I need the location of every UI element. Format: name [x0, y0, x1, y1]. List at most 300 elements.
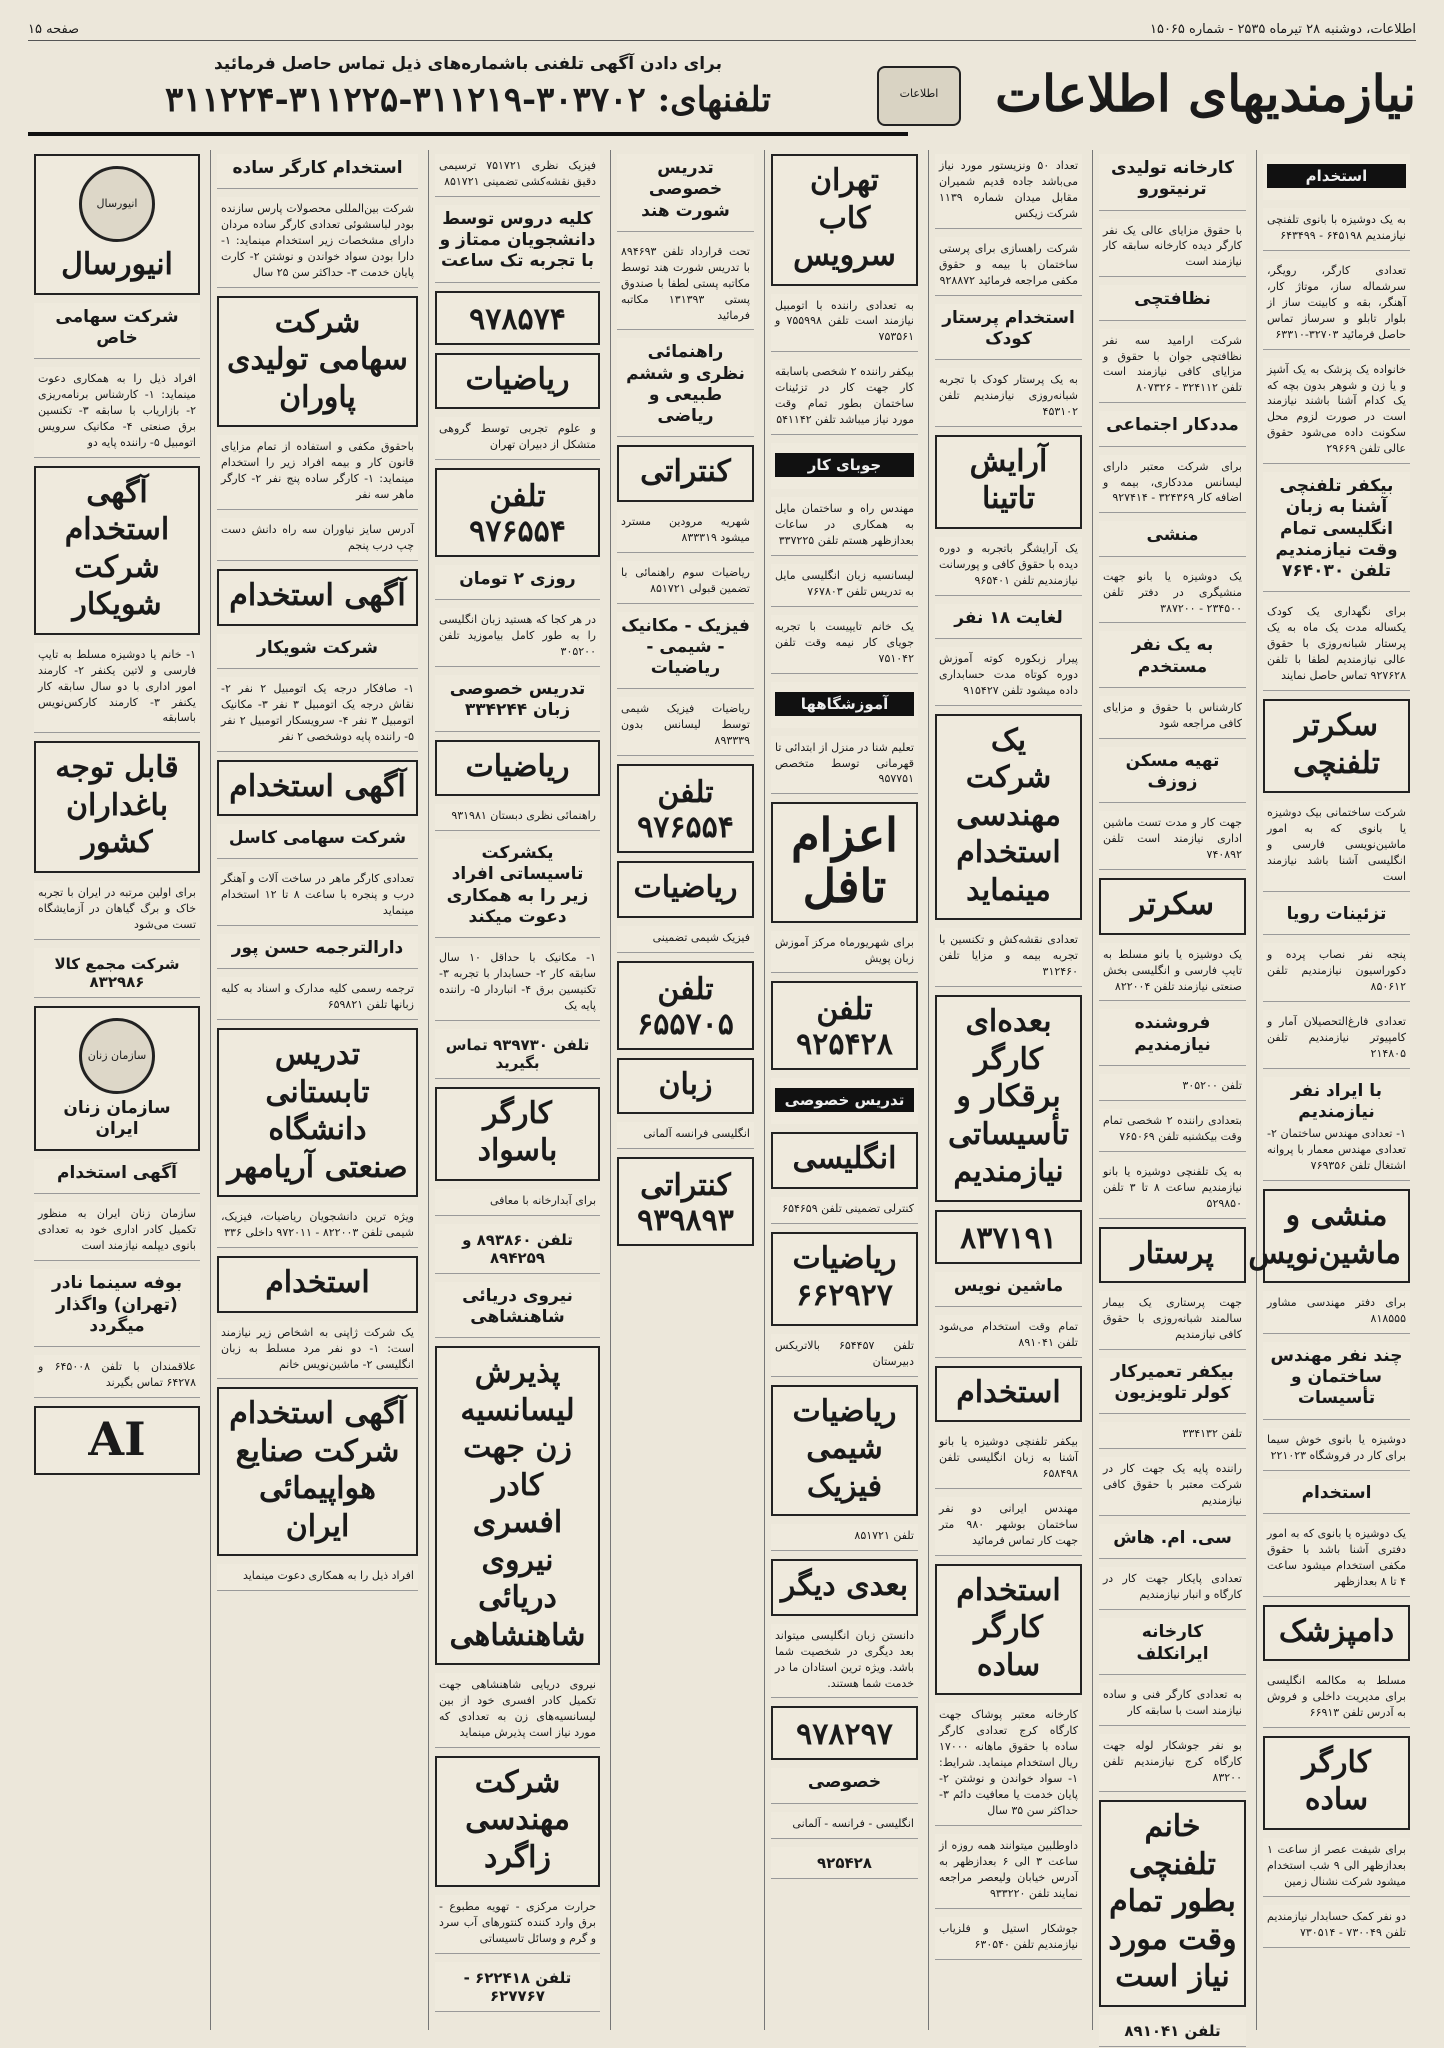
ad-body: آدرس سایز نیاوران سه راه دانش دست چپ درب پنجم — [221, 523, 414, 553]
classified-ad — [34, 303, 200, 360]
classified-ad — [217, 677, 418, 752]
classified-ad — [1099, 1800, 1246, 2007]
ad-body: تعدادی کارگر ماهر در ساخت آلات و آهنگر درب و پنجره با ساعت ۸ تا ۱۲ استخدام مینماید — [221, 872, 414, 918]
classified-ad — [1099, 878, 1246, 935]
classified-ad — [435, 1346, 600, 1665]
classified-ad — [435, 946, 600, 1021]
classified-ad — [1263, 943, 1410, 1002]
ad-body: تعلیم شنا در منزل از ابتدائی تا قهرمانی توسط متخصص ۹۵۷۷۵۱ — [775, 740, 914, 786]
ad-phone: ۸۳۷۱۹۱ — [960, 1220, 1057, 1256]
ad-heading: اعزام تافل — [791, 808, 898, 913]
ad-heading: آگهی استخدام — [57, 1163, 177, 1184]
ad-body: برای شرکت معتبر دارای لیسانس مددکاری، بیمه و اضافه کار ۳۲۴۳۶۹ - ۹۲۷۴۱۴ — [1103, 459, 1242, 505]
classified-ad — [217, 435, 418, 510]
ad-body: در هر کجا که هستید زبان انگلیسی را به طور کامل بیاموزید تلفن ۳۰۵۲۰۰ — [439, 613, 596, 659]
ad-heading: پذیرش لیسانسیه زن جهت کادر افسری نیروی دریائی شاهنشاهی — [449, 1355, 586, 1653]
ad-body: تعدادی فارغ‌التحصیلان آمار و کامپیوتر نیازمندیم تلفن ۲۱۴۸۰۵ — [1267, 1014, 1406, 1060]
ad-heading: بوفه سینما نادر (تهران) واگذار میگردد — [52, 1273, 182, 1336]
ad-phone: تلفن ۹۷۶۵۵۴ — [637, 775, 734, 846]
classified-ad — [217, 977, 418, 1020]
classified-ad — [771, 1385, 918, 1517]
ad-body: ۱- خانم یا دوشیزه مسلط به تایپ فارسی و لاتین یکنفر ۲- کارمند امور اداری با دو سال سابقه کار یکنفر ۳- کارمند کارکس‌نویس باسابقه — [38, 647, 196, 725]
classified-ad — [617, 612, 754, 690]
ad-heading: تدریس خصوصی زبان ۳۳۴۲۴۴ — [449, 679, 586, 721]
classified-ad — [935, 1430, 1082, 1489]
ad-heading: نظافتچی — [1134, 289, 1211, 310]
classified-ad — [771, 736, 918, 795]
classified-ad — [1263, 801, 1410, 892]
ad-heading: استخدام پرستار کودک — [942, 307, 1075, 349]
ad-heading: ریاضیات — [465, 748, 570, 784]
classified-ad — [435, 565, 600, 600]
classified-ad — [435, 1756, 600, 1888]
classified-ad — [617, 1157, 754, 1246]
phone-numbers: تلفنهای: ۳۰۳۷۰۲-۳۱۱۲۱۹-۳۱۱۲۲۵-۳۱۱۲۲۴ — [165, 80, 771, 120]
ad-heading: خصوصی — [807, 1772, 882, 1793]
masthead — [28, 48, 1416, 140]
ad-body: سازمان زنان ایران به منظور تکمیل کادر اداری خود به تعدادی بانوی دیپلمه نیازمند است — [38, 1207, 196, 1253]
classified-ad — [935, 1497, 1082, 1556]
ad-body: یک شرکت ژاپنی به اشخاص زیر نیازمند است: ۱- دو نفر مرد مسلط به زبان انگلیسی ۲- ماشین‌نویس خانم — [221, 1325, 415, 1371]
ad-heading: یکشرکت تاسیساتی افراد زیر را به همکاری دعوت میکند — [446, 843, 589, 927]
classified-ad — [1263, 1342, 1410, 1420]
ad-body: کارخانه معتبر پوشاک جهت کارگاه کرج تعدادی کارگر ساده با حقوق ماهانه ۱۷۰۰۰ ریال استخدام مینماید. شرایط: ۱- سواد خواندن و نوشتن ۲- پایان خدمت یا معافیت دائم ۳- حداکثر سن ۳۵ سال — [939, 1708, 1078, 1817]
ad-heading: استخدام کارگر ساده — [232, 158, 403, 178]
classified-ad — [1099, 411, 1246, 446]
classified-ad — [771, 931, 918, 974]
ad-phone: تلفن ۹۷۶۵۵۴ — [469, 479, 566, 549]
ad-heading: فروشنده نیازمندیم — [1134, 1013, 1211, 1055]
classified-ad — [1263, 154, 1410, 200]
classified-ad — [1263, 208, 1410, 251]
classified-ad — [1099, 285, 1246, 320]
classified-ad — [435, 1224, 600, 1274]
ad-body: به یک تلفنچی دوشیزه یا بانو نیازمندیم ساعت ۸ تا ۳ تلفن ۵۲۹۸۵۰ — [1103, 1164, 1242, 1210]
classified-ad — [935, 1210, 1082, 1264]
ad-heading: شرکت سهامی تولیدی پاوران — [227, 304, 408, 415]
ad-heading: آرایش تاتینا — [969, 443, 1048, 517]
classified-ad — [1263, 1605, 1410, 1662]
classified-ad — [771, 1524, 918, 1551]
ad-heading: کارگر باسواد — [477, 1095, 558, 1169]
classified-ad — [34, 1355, 200, 1398]
classified-ad — [34, 466, 200, 635]
classified-ad — [935, 647, 1082, 706]
ad-heading: ریاضیات — [633, 870, 738, 906]
ad-body: ۱- تعدادی مهندس ساختمان ۲- تعدادی مهندس معمار با پروانه اشتغال تلفن ۷۶۹۳۵۶ — [1267, 1127, 1406, 1173]
classified-ad — [935, 537, 1082, 596]
classified-ad — [771, 497, 918, 556]
ad-heading: شرکت سهامی کاسل — [228, 828, 407, 849]
ad-body: باحقوق مکفی و استفاده از تمام مزایای قانون کار و بیمه افراد زیر را استخدام مینماید: ۱- کارگر ساده پنج نفر ۲- کارگر ماهر سه نفر — [221, 440, 414, 502]
classified-ad — [771, 443, 918, 489]
classified-ad — [435, 1189, 600, 1216]
classified-ad — [771, 615, 918, 674]
ad-body: شرکت بین‌المللی محصولات پارس سازنده بودر لباسشوئی تعدادی کارگر ساده مردان دارای مشخصات زیر استخدام مینماید: ۱- دارا بودن سواد خواندن و نوشتن ۲- کارت پایان خدمت ۳- حداکثر سن ۲۵ سال — [221, 202, 414, 279]
page-header-line — [28, 18, 1416, 41]
classified-ad — [217, 934, 418, 969]
classified-ad — [435, 1282, 600, 1339]
classified-ad — [935, 714, 1082, 921]
classified-ad — [217, 1256, 418, 1313]
ad-heading: استخدام — [956, 1374, 1061, 1410]
classified-ad — [34, 741, 200, 873]
ad-body: جوشکار استیل و فلزیاب نیازمندیم تلفن ۶۳۰۵۴۰ — [939, 1921, 1078, 1951]
ad-heading: آگهی استخدام — [229, 768, 406, 804]
classified-ad — [935, 1703, 1082, 1826]
classified-ad — [1263, 1291, 1410, 1334]
classified-ad — [1263, 1077, 1410, 1181]
section-bar: آموزشگاهها — [775, 692, 914, 716]
ad-body: برای اولین مرتبه در ایران با تجربه خاک و برگ گیاهان در آزمایشگاه تست می‌شود — [38, 885, 196, 931]
classified-ad — [1099, 1358, 1246, 1415]
ad-heading: دامپزشک — [1278, 1613, 1395, 1649]
classified-ad — [1263, 1736, 1410, 1830]
classified-ad — [935, 1366, 1082, 1423]
classified-grid — [28, 150, 1416, 2040]
classified-ad — [935, 1272, 1082, 1307]
newspaper-logo: اطلاعات — [877, 66, 961, 126]
classified-ad — [1099, 521, 1246, 556]
classified-ad — [1099, 1524, 1246, 1559]
classified-ad — [1099, 943, 1246, 1002]
section-title: نیازمندیهای اطلاعات — [995, 64, 1416, 123]
ad-heading: نیروی دریائی شاهنشاهی — [462, 1285, 573, 1327]
ad-body: انگلیسی - فرانسه - آلمانی — [792, 1816, 914, 1830]
classified-ad — [935, 435, 1082, 529]
classified-ad — [1099, 565, 1246, 624]
classified-ad — [935, 604, 1082, 639]
ad-body: انگلیسی فرانسه آلمانی — [643, 1127, 750, 1141]
ad-heading: کارخانه ایرانکلف — [1136, 1622, 1209, 1664]
ad-body: تعدادی پایکار جهت کار در کارگاه و انبار نیازمندیم — [1103, 1572, 1242, 1602]
classified-ad — [771, 1847, 918, 1879]
ad-body: ویژه ترین دانشجویان ریاضیات، فیزیک، شیمی تلفن ۸۲۲۰۰۳ - ۹۷۲۰۱۱ داخلی ۳۳۶ — [221, 1210, 414, 1240]
classified-ad — [1099, 455, 1246, 514]
classified-ad — [435, 353, 600, 410]
ad-heading: با ایراد نفر نیازمندیم — [1290, 1080, 1383, 1122]
issue-info: اطلاعات، دوشنبه ۲۸ تیرماه ۲۵۳۵ - شماره ۱۵۰۶۵ — [1149, 21, 1416, 37]
classified-ad — [1263, 472, 1410, 592]
classified-ad — [1263, 1669, 1410, 1728]
classified-ad — [1099, 1683, 1246, 1726]
classified-ad — [771, 564, 918, 607]
ad-body: جهت کار و مدت تست ماشین اداری نیازمند است تلفن ۷۴۰۸۹۲ — [1103, 816, 1242, 862]
section-bar: استخدام — [1267, 164, 1406, 188]
ad-body: یک دوشیزه یا بانو جهت منشیگری در دفتر تلفن ۲۳۴۵۰۰ - ۳۸۷۲۰۰ — [1103, 569, 1242, 615]
ad-phone: ۹۷۸۲۹۷ — [796, 1717, 893, 1753]
ad-body: لیسانسیه زبان انگلیسی مایل به تدریس تلفن ۷۶۷۸۰۳ — [775, 568, 914, 598]
ad-phone: کنتراتی ۹۳۹۸۹۳ — [637, 1168, 734, 1239]
classified-ad — [771, 1132, 918, 1189]
classified-ad — [435, 1673, 600, 1748]
classified-ad — [435, 740, 600, 797]
ad-heading: تدریس خصوصی شورت هند — [641, 158, 730, 221]
classified-ad — [217, 296, 418, 428]
classified-ad — [435, 839, 600, 938]
ad-body: بیکفر تلفنچی دوشیزه یا بانو آشنا به زبان انگلیسی تلفن ۶۵۸۴۹۸ — [939, 1435, 1078, 1481]
classified-ad — [1263, 699, 1410, 793]
ad-heading: زبان — [658, 1066, 713, 1102]
ad-heading: سازمان زنان ایران — [63, 1097, 171, 1139]
classified-ad — [935, 995, 1082, 1202]
ad-body: برای آبدارخانه با معافی — [489, 1193, 596, 1207]
classified-ad — [1099, 696, 1246, 739]
ad-body: کارشناس با حقوق و مزایای کافی مراجعه شود — [1103, 700, 1242, 730]
ad-body: ریاضیات سوم راهنمائی با تضمین قبولی ۸۵۱۷۲۱ — [621, 565, 750, 595]
ad-body: تلفن ۸۵۱۷۲۱ — [854, 1529, 914, 1543]
ad-body: تعدادی کارگر، رویگر، سرشماله ساز، موتاژ کار، آهنگر، بقه و کابینت ساز از بلوار تابلو و سرساز تماس حاصل فرمائید ۳۲۷۰۳-۶۳۳۱۰ — [1267, 263, 1406, 341]
ad-body: تمام وقت استخدام می‌شود تلفن ۸۹۱۰۴۱ — [939, 1319, 1078, 1349]
ad-heading: چند نفر مهندس ساختمان و تأسیسات — [1270, 1345, 1403, 1409]
ad-body: تلفن ۳۳۴۱۳۲ — [1182, 1427, 1242, 1441]
classified-ad — [34, 1406, 200, 1476]
classified-ad — [771, 682, 918, 728]
classified-ad — [217, 569, 418, 626]
ad-heading: پرستار — [1131, 1235, 1214, 1271]
ad-body: نیروی دریایی شاهنشاهی جهت تکمیل کادر افسری خود از بین لیسانسیه‌های زن به تعدادی که مورد نیاز است پذیرش مینماید — [439, 1678, 596, 1739]
classified-ad — [1263, 259, 1410, 350]
ad-heading: روزی ۲ تومان — [459, 569, 576, 589]
classified-ad — [617, 338, 754, 437]
classified-ad — [217, 197, 418, 288]
classified-ad — [935, 1834, 1082, 1909]
ad-phone: تلفن ۸۹۳۸۶۰ و ۸۹۴۲۵۹ — [462, 1230, 573, 1267]
classified-ad — [1099, 329, 1246, 404]
ad-heading: استخدام — [1301, 1482, 1372, 1503]
ad-body: با حقوق مزایای عالی یک نفر کارگر دیده کارخانه سابقه کار نیازمند است — [1103, 223, 1242, 269]
ad-heading: ماشین نویس — [953, 1275, 1064, 1296]
classified-ad — [34, 1202, 200, 1261]
classified-ad — [935, 154, 1082, 229]
classified-ad — [617, 861, 754, 918]
classified-ad — [34, 367, 200, 458]
classified-ad — [34, 881, 200, 940]
ad-body: افراد ذیل را به همکاری دعوت مینماید: ۱- کارشناس برنامه‌ریزی ۲- بازاریاب با سابقه ۳- تکنسین برق صنعتی ۴- مکانیک سرویس اتومبیل ۵- راننده پایه دو — [38, 372, 196, 449]
ad-heading: آگهی استخدام شرکت شویکار — [64, 474, 170, 623]
ad-body: بتعدادی راننده ۲ شخصی تمام وقت بیکشنبه تلفن ۷۶۵۰۶۹ — [1103, 1113, 1242, 1143]
classified-ad — [1263, 1010, 1410, 1069]
classified-ad — [1099, 1009, 1246, 1066]
contact-line: برای دادن آگهی تلفنی باشماره‌های ذیل تماس حاصل فرمائید — [213, 54, 723, 74]
ad-heading: کنتراتی — [640, 454, 731, 490]
ad-body: ترجمه رسمی کلیه مدارک و اسناد به کلیه زبانها تلفن ۶۵۹۸۲۱ — [221, 982, 414, 1012]
classified-ad — [217, 867, 418, 926]
classified-ad — [217, 634, 418, 669]
ad-heading: فیزیک - مکانیک - شیمی - ریاضیات — [621, 615, 750, 679]
ad-heading: منشی — [1146, 525, 1199, 546]
ad-body: ۱- صافکار درجه یک اتومبیل ۲ نفر ۲- نقاش درجه یک اتومبیل ۳ نفر ۳- مکانیک اتومبیل ۳ نفر ۴- سرویسکار اتومبیل ۲ نفر ۵- راننده پایه دوشخصی ۲ نفر — [221, 681, 414, 743]
classified-ad — [617, 561, 754, 604]
ad-body: کنترلی تضمینی تلفن ۶۵۴۶۵۹ — [782, 1201, 914, 1215]
ad-body: تلفن ۳۰۵۲۰۰ — [1182, 1078, 1242, 1092]
classified-ad — [1263, 358, 1410, 465]
ad-phone: تلفن ۶۲۲۴۱۸ - ۶۲۷۷۶۷ — [463, 1969, 572, 2006]
ad-heading: لغایت ۱۸ نفر — [954, 607, 1063, 628]
classified-ad — [435, 804, 600, 831]
classified-ad — [1099, 1074, 1246, 1101]
ad-body: مهندس راه و ساختمان مایل به همکاری در ساعات بعدازظهر هستم تلفن ۳۳۷۲۲۵ — [775, 502, 914, 547]
ad-body: دانستن زبان انگلیسی میتواند بعد دیگری در شخصیت شما باشد. ویژه ترین استادان ما در خدمت شما هستند. — [775, 1628, 914, 1690]
classified-ad — [617, 445, 754, 502]
column-2 — [1092, 150, 1252, 2040]
ad-body: شهریه مرودین مسترد میشود ۸۳۳۳۱۹ — [621, 514, 750, 544]
ad-body: تحت قرارداد تلفن ۸۹۴۶۹۳ با تدریس شورت هند توسط مکاتبه پستی لطفا با صندوق پستی ۱۳۱۳۹۳ مکاتبه فرمائید — [621, 244, 750, 322]
ad-body: یک خانم تایپیست با تجربه جویای کار نیمه وقت تلفن ۷۵۱۰۴۲ — [775, 619, 914, 665]
ad-heading: استخدام کارگر ساده — [956, 1572, 1061, 1683]
classified-ad — [935, 368, 1082, 427]
classified-ad — [1099, 1227, 1246, 1284]
classified-ad — [435, 608, 600, 667]
classified-ad — [34, 1159, 200, 1194]
classified-ad — [435, 1962, 600, 2012]
masthead-rule — [28, 132, 908, 136]
classified-ad — [771, 1706, 918, 1760]
column-1 — [1248, 150, 1416, 2030]
column-6 — [428, 150, 606, 2030]
ad-body: برای شهریورماه مرکز آموزش زبان پویش — [775, 935, 914, 965]
ad-heading: منشی و ماشین‌نویس — [1248, 1198, 1401, 1271]
ad-body: شرکت ارامید سه نفر نظافتچی جوان با حقوق و مزایای کافی نیازمند است تلفن ۳۲۴۱۱۲ - ۸۰۷۳۲۶ — [1103, 333, 1242, 395]
classified-ad — [217, 1387, 418, 1556]
ad-body: یک دوشیزه یا بانوی که به امور دفتری آشنا باشد با حقوق مکفی استخدام میشود ساعت ۴ تا ۸ بعدازظهر — [1267, 1526, 1406, 1588]
ad-body: و علوم تجربی توسط گروهی متشکل از دبیران تهران — [439, 422, 596, 452]
ad-heading: تهران کاب سرویس — [793, 163, 896, 273]
classified-ad — [1263, 1479, 1410, 1514]
classified-ad — [1248, 1189, 1410, 1283]
ad-body: علاقمندان با تلفن ۶۴۵۰۰۸ و ۶۴۲۷۸ تماس بگیرند — [38, 1360, 196, 1389]
ad-body: برای شیفت عصر از ساعت ۱ بعدازظهر الی ۹ شب استخدام میشود شرکت نشنال زمین — [1267, 1842, 1406, 1888]
classified-ad — [435, 291, 600, 345]
ad-heading: آگهی استخدام — [229, 578, 406, 614]
ad-heading: راهنمائی نظری و ششم طبیعی و ریاضی — [626, 342, 745, 427]
ad-body: حرارت مرکزی - تهویه مطبوع - برق وارد کننده کنتورهای آب سرد و گرم و وسائل تاسیساتی — [439, 1900, 596, 1946]
ad-body: برای نگهداری یک کودک یکساله مدت یک ماه به یک پرستار شبانه‌روزی با حقوق عالی نیازمندیم لطفا با تلفن ۹۲۷۶۲۸ تماس حاصل نمایند — [1267, 605, 1406, 683]
classified-ad — [771, 1812, 918, 1839]
ad-heading: آگهی استخدام شرکت صنایع هواپیمائی ایران — [229, 1396, 406, 1544]
classified-ad — [935, 928, 1082, 987]
classified-ad — [771, 802, 918, 922]
classified-ad — [217, 154, 418, 189]
ad-body: به یک دوشیزه با بانوی تلفنچی نیازمندیم ۶۴۵۱۹۸ - ۶۴۳۴۹۹ — [1267, 213, 1406, 242]
classified-ad — [1099, 631, 1246, 688]
classified-ad — [935, 1315, 1082, 1358]
column-5 — [610, 150, 760, 2030]
classified-ad — [771, 154, 918, 286]
ad-heading: تهیه مسکن زوزف — [1125, 750, 1220, 793]
ad-body: راهنمائی نظری دبستان ۹۳۱۹۸۱ — [451, 809, 596, 823]
ad-body: راننده پایه یک جهت کار در شرکت معتبر با حقوق کافی نیازمندیم — [1103, 1462, 1242, 1508]
column-8 — [28, 150, 206, 2030]
ad-heading: انگلیسی — [792, 1141, 897, 1177]
classified-ad — [771, 1559, 918, 1616]
classified-ad — [617, 1058, 754, 1115]
column-4 — [764, 150, 924, 2030]
classified-ad — [1099, 811, 1246, 870]
classified-ad — [435, 417, 600, 460]
classified-ad — [771, 294, 918, 353]
ad-body: دو نفر کمک حسابدار نیازمندیم تلفن ۷۳۰۰۴۹ - ۷۳۰۵۱۴ — [1267, 1909, 1406, 1939]
ad-phone: شرکت مجمع کالا ۸۳۲۹۸۶ — [54, 954, 180, 991]
classified-ad — [435, 675, 600, 732]
classified-ad — [1099, 2015, 1246, 2047]
ad-body: داوطلبین میتوانند همه روزه از ساعت ۳ الی ۶ بعدازظهر به آدرس خیابان ولیعصر مراجعه نمایند تلفن ۹۳۳۲۲۰ — [939, 1838, 1079, 1900]
ad-body: پیرار زبکوره کوته آموزش دوره کوتاه مدت حسابداری داده میشود تلفن ۹۱۵۴۲۷ — [939, 651, 1078, 697]
ad-body: تلفن ۶۵۴۴۵۷ بالاتریکس دبیرستان — [775, 1338, 914, 1368]
classified-ad — [771, 1078, 918, 1124]
classified-ad — [1099, 1734, 1246, 1793]
classified-ad — [617, 154, 754, 232]
classified-ad — [1099, 1567, 1246, 1610]
ad-heading: بعدی دیگر — [780, 1568, 909, 1604]
ad-body: مسلط به مکالمه انگلیسی برای مدیریت داخلی و فروش به آدرس تلفن ۶۶۹۱۳ — [1267, 1674, 1406, 1719]
classified-ad — [217, 1205, 418, 1248]
classified-ad — [617, 926, 754, 953]
classified-ad — [217, 1321, 418, 1380]
classified-ad — [435, 154, 600, 197]
ad-heading: مددکار اجتماعی — [1106, 415, 1239, 436]
ad-body: خانواده یک پزشک به یک آشپز و یا زن و شوهر بدون بچه که یک کدام آشنا باشند نیازمند است در صورت لزوم محل سکونت داده می‌شود حقوق عالی تلفن ۲۹۶۶۹ — [1267, 362, 1406, 456]
ad-heading: سی. ام. هاش — [1113, 1528, 1232, 1549]
classified-ad — [1263, 1838, 1410, 1897]
classified-ad — [34, 1006, 200, 1152]
ad-body: دوشیزه یا بانوی خوش سیما برای کار در فروشگاه ۲۲۱۰۲۳ — [1267, 1432, 1406, 1462]
classified-ad — [771, 1334, 918, 1377]
classified-ad — [617, 510, 754, 553]
section-bar: تدریس خصوصی — [775, 1088, 914, 1112]
classified-ad — [1099, 154, 1246, 211]
ad-body: افراد ذیل را به همکاری دعوت مینماید — [242, 1569, 414, 1583]
classified-ad — [771, 1197, 918, 1224]
column-3 — [928, 150, 1088, 2030]
classified-ad — [1099, 1109, 1246, 1152]
ad-heading: ریاضیات شیمی فیزیک — [792, 1393, 897, 1504]
classified-ad — [935, 304, 1082, 361]
ad-phone: ۹۷۸۵۷۴ — [469, 301, 566, 337]
section-bar: جوبای کار — [775, 453, 914, 477]
ad-body: ۱- مکانیک با حداقل ۱۰ سال سابقه کار ۲- حسابدار با تجربه ۳- تکنیسین برق ۴- انباردار ۵- راننده پایه یک — [439, 951, 596, 1012]
ad-heading: قابل توجه باغداران کشور — [55, 750, 179, 861]
classified-ad — [771, 1232, 918, 1326]
ad-heading: شرکت سهامی خاص — [55, 306, 179, 348]
ad-heading: یک شرکت مهندسی استخدام مینماید — [956, 722, 1061, 908]
classified-ad — [935, 1564, 1082, 1696]
ad-body: یک دوشیزه یا بانو مسلط به تایپ فارسی و انگلیسی بخش صنعتی نیازمند تلفن ۸۲۲۰۰۴ — [1103, 947, 1242, 993]
classified-ad — [435, 1029, 600, 1079]
ad-heading: خانم تلفنچی بطور تمام وقت مورد نیاز است — [1108, 1809, 1237, 1995]
ad-phone: ۹۲۵۴۲۸ — [817, 1853, 872, 1872]
classified-ad — [771, 360, 918, 435]
page-number: صفحه ۱۵ — [28, 21, 80, 37]
classified-ad — [1099, 1422, 1246, 1449]
ad-heading: بیکفر تلفنچی آشنا به زبان انگلیسی تمام وقت نیازمندیم تلفن ۷۶۴۰۳۰ — [1275, 476, 1398, 582]
classified-ad — [1263, 900, 1410, 935]
ad-body: بو نفر جوشکار لوله جهت کارگاه کرج نیازمندیم تلفن ۸۳۲۰۰ — [1103, 1738, 1242, 1784]
ad-heading: بعده‌ای کارگر برقکار و تأسیساتی نیازمندیم — [948, 1004, 1069, 1190]
classified-ad — [1099, 1291, 1246, 1350]
ad-heading: شرکت شویکار — [257, 637, 378, 658]
ad-heading: کلیه دروس توسط دانشجویان ممتاز و با تجربه تک ساعت — [439, 208, 596, 272]
classified-ad — [435, 1895, 600, 1954]
classified-ad — [617, 961, 754, 1050]
ad-body: به یک پرستار کودک با تجربه شبانه‌روزی نیازمندیم تلفن ۴۵۳۱۰۲ — [939, 373, 1078, 418]
ad-heading: بیکفر تعمیرکار کولر تلویزیون — [1111, 1361, 1234, 1404]
ad-heading: کارخانه تولیدی ترنیتورو — [1110, 158, 1235, 200]
ad-heading: تزئینات رویا — [1286, 903, 1387, 924]
classified-ad — [34, 1269, 200, 1347]
ad-phone: تلفن ۸۹۱۰۴۱ — [1124, 2021, 1221, 2040]
ad-heading: استخدام — [265, 1265, 370, 1301]
